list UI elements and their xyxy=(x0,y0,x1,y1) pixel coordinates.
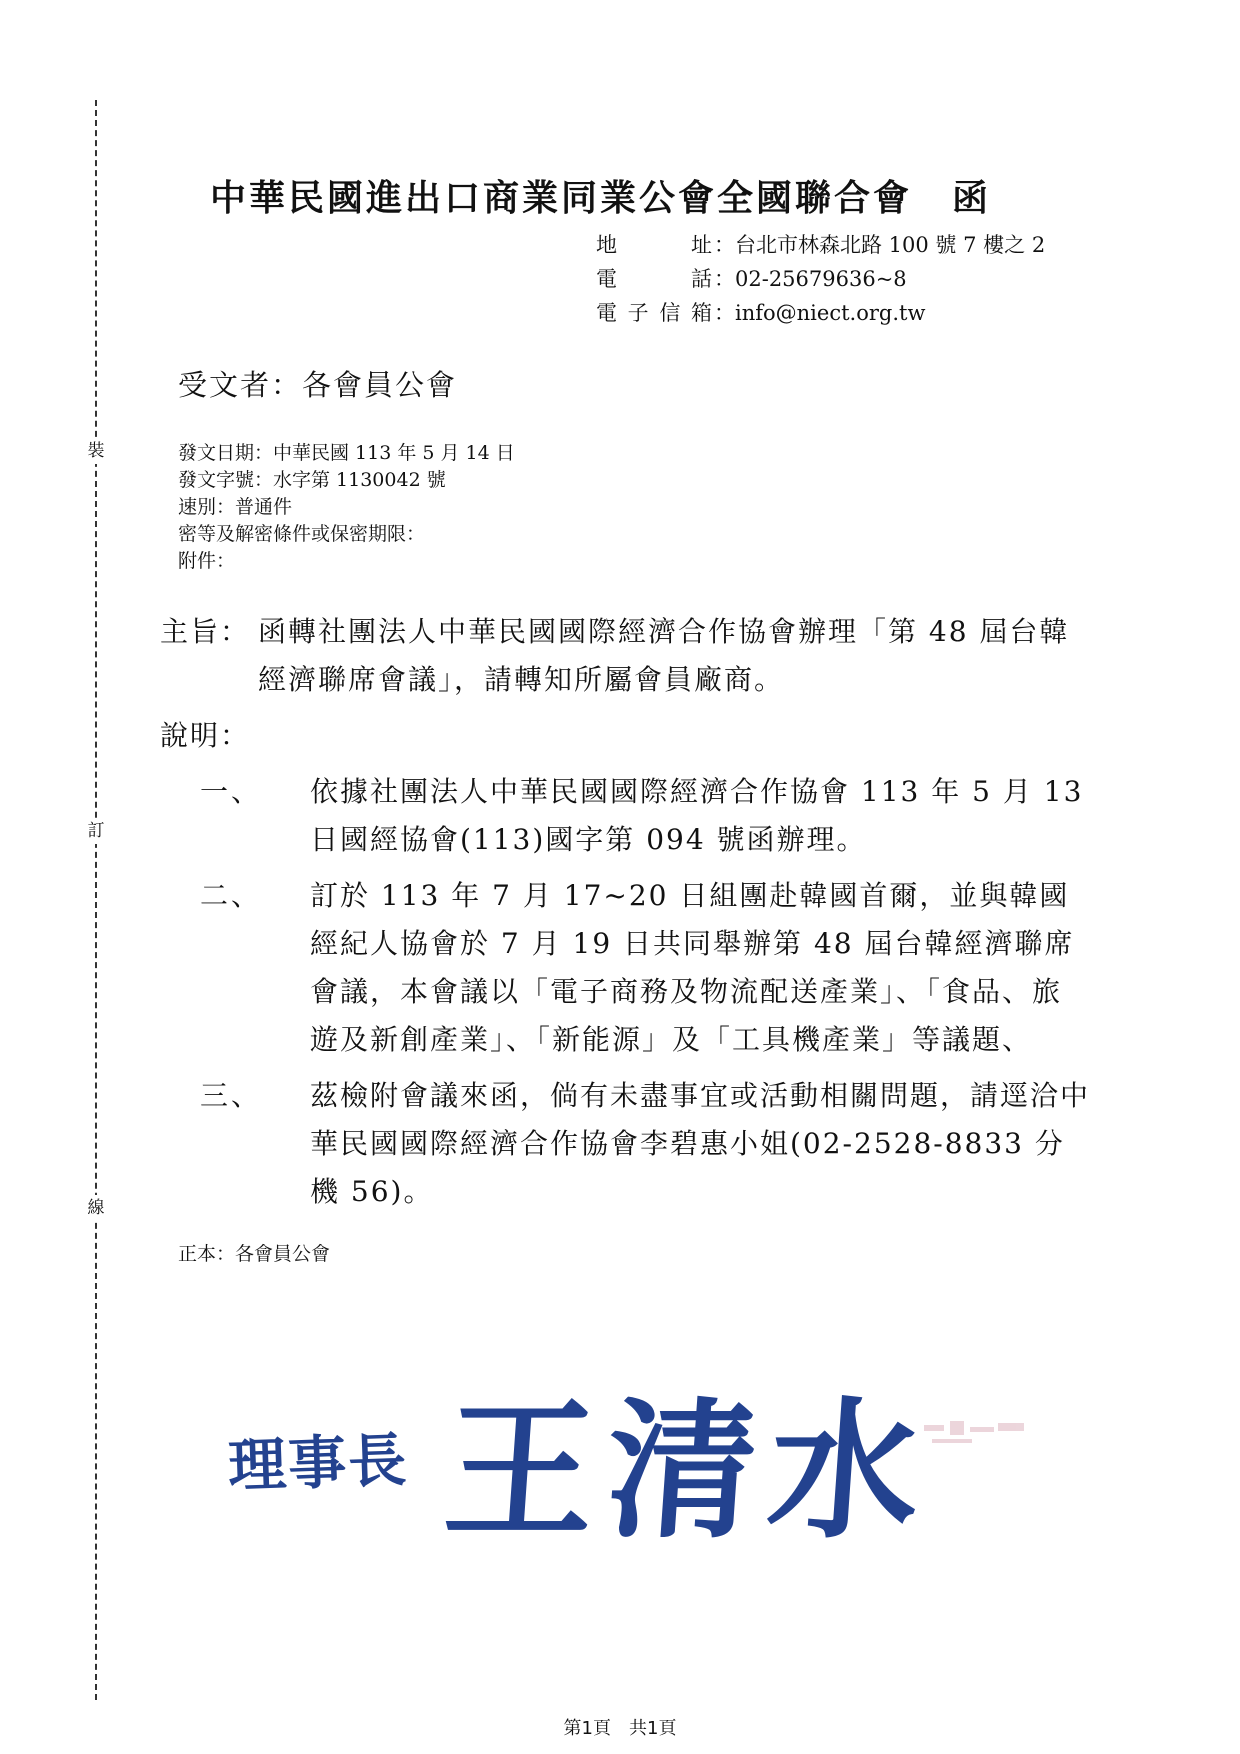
faint-stamp-mark xyxy=(920,1415,1030,1459)
document-number: 發文字號：水字第 1130042 號 xyxy=(178,469,446,491)
binding-label-ding: 訂 xyxy=(82,818,110,844)
email-label: 電子信箱 xyxy=(596,301,712,325)
security-classification: 密等及解密條件或保密期限： xyxy=(178,523,426,545)
address-value: ：台北市林森北路 100 號 7 樓之 2 xyxy=(714,233,1046,257)
contact-info xyxy=(596,228,1045,330)
item-number: 三、 xyxy=(200,1079,263,1112)
address-label: 地 址 xyxy=(596,233,712,257)
binding-label-zhuang: 裝 xyxy=(82,438,110,464)
item-text: 依據社團法人中華民國國際經濟合作協會 113 年 5 月 13 日國經協會(113)國字第 094 號函辦理。 xyxy=(310,775,1084,856)
document-meta xyxy=(178,440,515,575)
item-text: 訂於 113 年 7 月 17~20 日組團赴韓國首爾，並與韓國經紀人協會於 7 月 19 日共同舉辦第 48 屆台韓經濟聯席會議，本會議以「電子商務及物流配送產業」、「食品、旅遊及新創產業」、「新能源」及「工具機產業」等議題、 xyxy=(310,879,1075,1056)
attachment-line: 附件： xyxy=(178,550,236,572)
letter-body xyxy=(160,608,1090,1216)
page-footer xyxy=(0,1714,1240,1740)
binding-label-xian: 線 xyxy=(82,1195,110,1221)
phone-label: 電 話 xyxy=(596,267,712,291)
explanation-item xyxy=(160,1072,1090,1216)
recipient-line: 受文者：各會員公會 xyxy=(178,368,458,402)
item-number: 一、 xyxy=(200,775,263,808)
delivery-speed: 速別：普通件 xyxy=(178,496,293,518)
copy-to-line: 正本：各會員公會 xyxy=(178,1243,331,1265)
address-row xyxy=(596,228,1045,262)
binding-dashed-line xyxy=(95,100,97,1700)
signature-title: 理事長 xyxy=(227,1425,410,1501)
item-text: 茲檢附會議來函，倘有未盡事宜或活動相關問題，請逕洽中華民國國際經濟合作協會李碧惠小姐(02-2528-8833 分機 56)。 xyxy=(310,1079,1091,1208)
explanation-item xyxy=(160,768,1090,864)
subject-section xyxy=(160,608,1090,704)
subject-text: 函轉社團法人中華民國國際經濟合作協會辦理「第 48 屆台韓經濟聯席會議」，請轉知所屬會員廠商。 xyxy=(258,615,1070,696)
issue-date: 發文日期：中華民國 113 年 5 月 14 日 xyxy=(178,442,515,464)
organization-name: 中華民國進出口商業同業公會全國聯合會 xyxy=(210,177,913,219)
explanation-label: 說明： xyxy=(160,719,251,752)
email-value: ：info@niect.org.tw xyxy=(714,301,926,325)
subject-label: 主旨： xyxy=(160,615,251,648)
page-number: 第1頁 xyxy=(563,1718,611,1739)
signature-name: 王清水 xyxy=(438,1383,938,1559)
phone-value: ：02-25679636~8 xyxy=(714,267,907,291)
explanation-item xyxy=(160,872,1090,1064)
letterhead-title xyxy=(210,170,1110,221)
document-type: 函 xyxy=(952,177,992,219)
phone-row xyxy=(596,262,1045,296)
item-number: 二、 xyxy=(200,879,263,912)
page-total: 共1頁 xyxy=(629,1718,677,1739)
email-row xyxy=(596,296,1045,330)
signature-block xyxy=(227,1350,938,1566)
